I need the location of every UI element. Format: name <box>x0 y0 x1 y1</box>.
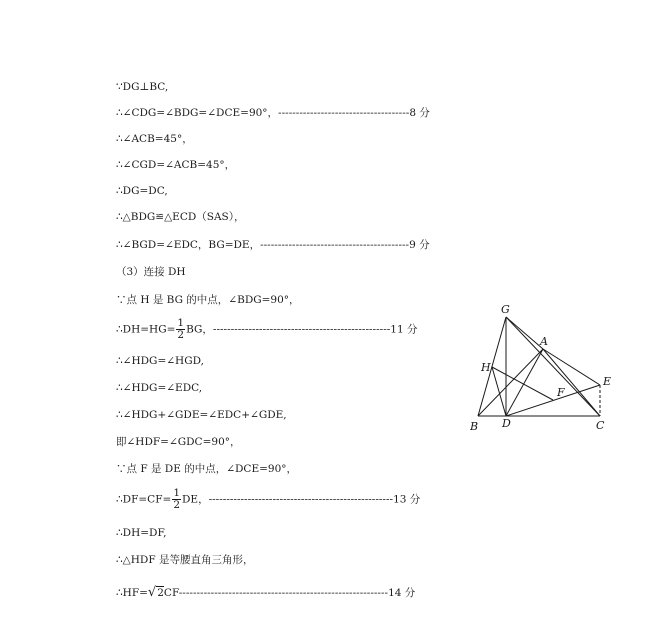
line-15: ∵点 F 是 DE 的中点，∠DCE=90°， <box>116 463 298 475</box>
line-19-suffix: CF-----------------------------------------------------------14 分 <box>163 587 416 599</box>
fraction-half <box>172 488 181 511</box>
label-b: B <box>470 420 479 433</box>
label-g: G <box>501 305 510 316</box>
line-4: ∴∠CGD=∠ACB=45°， <box>116 159 236 171</box>
label-d: D <box>502 417 511 430</box>
line-19 <box>116 586 415 600</box>
fraction-denominator: 2 <box>177 329 185 341</box>
segment-gc <box>506 317 600 416</box>
line-12: ∴∠HDG=∠EDC, <box>116 382 203 394</box>
line-16-suffix: DE，----------------------------------------------------13 分 <box>182 493 421 506</box>
sqrt-symbol: √ <box>147 585 157 600</box>
line-13: ∴∠HDG+∠GDE=∠EDC+∠GDE, <box>116 409 287 421</box>
fraction-half <box>176 318 185 341</box>
fraction-denominator: 2 <box>173 499 180 511</box>
line-7: ∴∠BGD=∠EDC，BG=DE，------------------------------------------9 分 <box>116 239 430 251</box>
line-10 <box>116 318 417 341</box>
line-18: ∴△HDF 是等腰直角三角形， <box>116 554 254 566</box>
line-14: 即∠HDF=∠GDC=90°， <box>116 436 241 448</box>
line-1: ∵DG⊥BC, <box>116 81 169 93</box>
line-17: ∴DH=DF, <box>116 527 167 539</box>
label-e: E <box>603 375 612 388</box>
line-19-prefix: ∴HF= <box>116 587 148 599</box>
line-2: ∴∠CDG=∠BDG=∠DCE=90°，-------------------------------------8 分 <box>116 107 430 119</box>
sqrt-argument: 2 <box>157 587 164 599</box>
segment-ga <box>506 317 543 349</box>
segment-hf <box>492 367 553 400</box>
label-a: A <box>540 335 548 348</box>
fraction-numerator: 1 <box>173 487 180 499</box>
label-f: F <box>557 386 565 399</box>
geometry-figure <box>470 305 640 435</box>
segment-ae <box>543 349 600 385</box>
line-16-prefix: ∴DF=CF= <box>116 493 172 506</box>
segment-ac <box>543 349 600 416</box>
line-6: ∴△BDG≌△ECD（SAS）， <box>116 211 245 223</box>
line-5: ∴DG=DC, <box>116 185 168 197</box>
label-h: H <box>481 361 491 374</box>
fraction-numerator: 1 <box>177 317 185 329</box>
line-10-prefix: ∴DH=HG= <box>116 323 176 336</box>
line-11: ∴∠HDG=∠HGD, <box>116 355 204 367</box>
segment-hd <box>492 367 506 416</box>
line-10-suffix: BG，--------------------------------------------------11 分 <box>186 323 418 336</box>
line-9: ∵点 H 是 BG 的中点，∠BDG=90°， <box>116 294 300 306</box>
label-c: C <box>596 419 605 432</box>
line-16 <box>116 488 420 511</box>
line-3: ∴∠ACB=45°， <box>116 133 193 145</box>
line-8: （3）连接 DH <box>116 266 186 278</box>
